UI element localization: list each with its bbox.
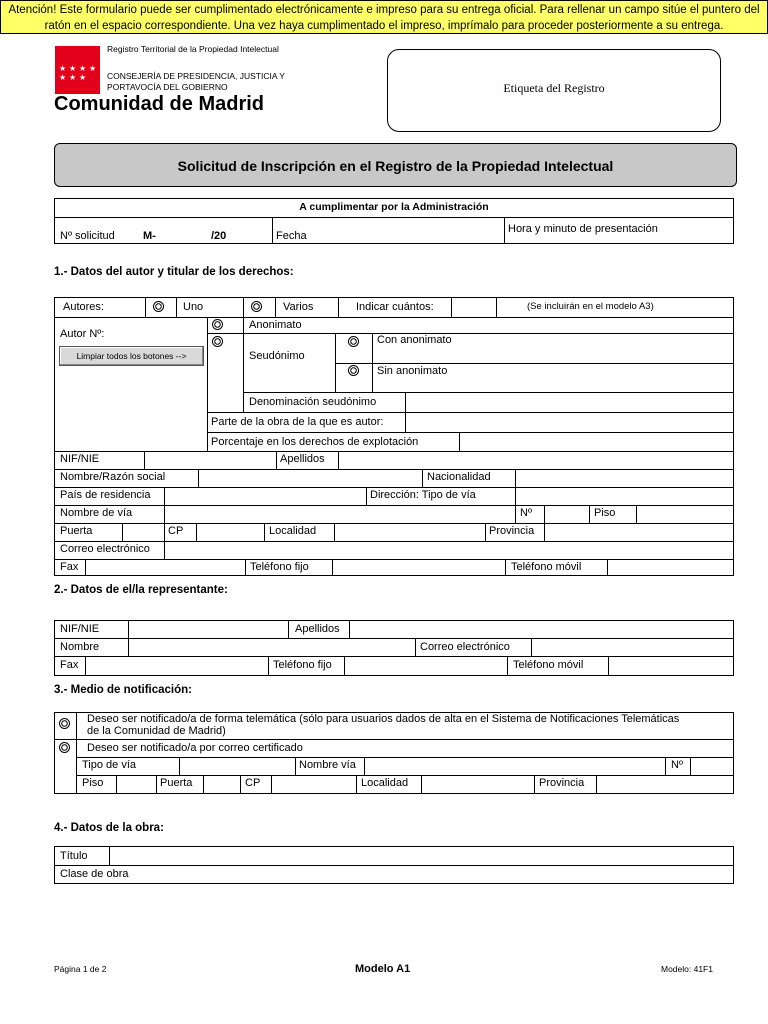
star-icon: ★ [59, 73, 67, 82]
rights-percentage-input[interactable] [460, 433, 733, 451]
telematic-notification-radio[interactable] [59, 718, 70, 729]
request-prefix: M- [143, 230, 156, 242]
address-type-label: Dirección: Tipo de vía [370, 489, 476, 501]
representative-table [54, 620, 734, 676]
cp-label: CP [168, 525, 184, 537]
registry-label-text: Etiqueta del Registro [503, 81, 605, 95]
department-line-1: CONSEJERÍA DE PRESIDENCIA, JUSTICIA Y [107, 71, 285, 81]
warning-line-2: ratón en el espacio correspondiente. Una vez haya cumplimentado el impreso, imprímalo para proceder posteriormente a su entrega. [44, 20, 724, 32]
model-code: Modelo: 41F1 [661, 964, 713, 974]
time-label: Hora y minuto de presentación [508, 223, 658, 235]
street-name-label: Nombre de vía [60, 507, 133, 519]
warning-line-1: Atención! Este formulario puede ser cumplimentado electrónicamente e impreso para su entrega oficial. Para rellenar un campo sitúe el puntero del [8, 4, 760, 16]
how-many-label: Indicar cuántos: [356, 301, 434, 313]
without-anonymity-label: Sin anonimato [377, 365, 448, 377]
telematic-line-2: de la Comunidad de Madrid) [87, 725, 226, 737]
star-icon: ★ [69, 64, 77, 73]
request-suffix: /20 [211, 230, 227, 242]
mail-notification-radio[interactable] [59, 742, 70, 753]
one-author-radio[interactable] [153, 301, 164, 312]
notif-door-label: Puerta [160, 777, 193, 789]
star-icon: ★ [59, 64, 67, 73]
country-label: País de residencia [60, 489, 151, 501]
with-anonymity-radio[interactable] [348, 336, 359, 347]
several-authors-label: Varios [283, 301, 314, 313]
warning-banner [0, 0, 768, 34]
date-label: Fecha [276, 230, 307, 242]
locality-label: Localidad [269, 525, 317, 537]
authors-label: Autores: [63, 301, 104, 313]
rep-surname-label: Apellidos [295, 623, 340, 635]
nationality-label: Nacionalidad [427, 471, 491, 483]
work-class-label: Clase de obra [60, 868, 129, 880]
notif-street-name-label: Nombre vía [299, 759, 356, 771]
clear-buttons-button[interactable] [59, 346, 204, 366]
notif-province-label: Provincia [539, 777, 585, 789]
without-anonymity-radio[interactable] [348, 365, 359, 376]
registry-name: Registro Territorial de la Propiedad Intelectual [107, 44, 279, 54]
notif-street-type-label: Tipo de vía [82, 759, 137, 771]
pseudonym-label: Seudónimo [249, 350, 305, 362]
door-label: Puerta [60, 525, 93, 537]
street-number-label: Nº [520, 507, 532, 519]
author-number-label: Autor Nº: [60, 328, 105, 340]
rep-mobile-label: Teléfono móvil [513, 659, 584, 671]
phone-label: Teléfono fijo [250, 561, 309, 573]
star-icon: ★ [79, 64, 87, 73]
admin-heading: A cumplimentar por la Administración [299, 201, 489, 213]
floor-label: Piso [594, 507, 616, 519]
pseudonym-name-label: Denominación seudónimo [249, 396, 377, 408]
notif-locality-label: Localidad [361, 777, 409, 789]
work-part-label: Parte de la obra de la que es autor: [211, 416, 384, 428]
anonymous-radio[interactable] [212, 319, 223, 330]
name-label: Nombre/Razón social [60, 471, 166, 483]
model-name: Modelo A1 [355, 963, 411, 975]
with-anonymity-label: Con anonimato [377, 334, 452, 346]
notif-cp-label: CP [245, 777, 261, 789]
mobile-label: Teléfono móvil [511, 561, 582, 573]
anonymous-label: Anonimato [249, 319, 302, 331]
work-part-input[interactable] [406, 413, 733, 431]
section-3-title: 3.- Medio de notificación: [54, 684, 193, 696]
rep-nif-label: NIF/NIE [60, 623, 100, 635]
surname-label: Apellidos [280, 453, 325, 465]
pseudonym-name-input[interactable] [406, 393, 733, 411]
pseudonym-radio[interactable] [212, 336, 223, 347]
rep-name-label: Nombre [60, 641, 100, 653]
department-line-2: PORTAVOCÍA DEL GOBIERNO [107, 82, 228, 92]
star-icon: ★ [89, 64, 97, 73]
work-title-input[interactable] [110, 847, 732, 864]
request-number-label: Nº solicitud [60, 230, 115, 242]
rights-percentage-label: Porcentaje en los derechos de explotación [211, 436, 419, 448]
notif-number-label: Nº [671, 759, 683, 771]
rep-phone-label: Teléfono fijo [273, 659, 332, 671]
work-title-label: Título [60, 850, 88, 862]
fax-label: Fax [60, 561, 79, 573]
madrid-logo [55, 46, 100, 94]
one-author-label: Uno [183, 301, 204, 313]
section-2-title: 2.- Datos de el/la representante: [54, 584, 228, 596]
telematic-line-1: Deseo ser notificado/a de forma telemática (sólo para usuarios dados de alta en el Sistema de Notificaciones Telemáticas [87, 713, 680, 725]
star-icon: ★ [69, 73, 77, 82]
model-note: (Se incluirán en el modelo A3) [527, 301, 654, 312]
mail-notification-label: Deseo ser notificado/a por correo certificado [87, 742, 303, 754]
province-label: Provincia [489, 525, 535, 537]
form-title-box [54, 143, 737, 187]
notif-floor-label: Piso [82, 777, 104, 789]
page-number: Página 1 de 2 [54, 964, 107, 974]
section-1-title: 1.- Datos del autor y titular de los derechos: [54, 266, 294, 278]
several-authors-radio[interactable] [251, 301, 262, 312]
registry-label-box [387, 49, 721, 132]
how-many-input[interactable] [452, 298, 496, 316]
section-4-title: 4.- Datos de la obra: [54, 822, 164, 834]
community-name: Comunidad de Madrid [54, 93, 264, 115]
star-icon: ★ [79, 73, 87, 82]
rep-fax-label: Fax [60, 659, 79, 671]
form-title: Solicitud de Inscripción en el Registro de la Propiedad Intelectual [177, 158, 614, 174]
clear-buttons-label: Limpiar todos los botones --> [76, 351, 187, 361]
rep-email-label: Correo electrónico [420, 641, 510, 653]
nif-label: NIF/NIE [60, 453, 100, 465]
email-label: Correo electrónico [60, 543, 150, 555]
